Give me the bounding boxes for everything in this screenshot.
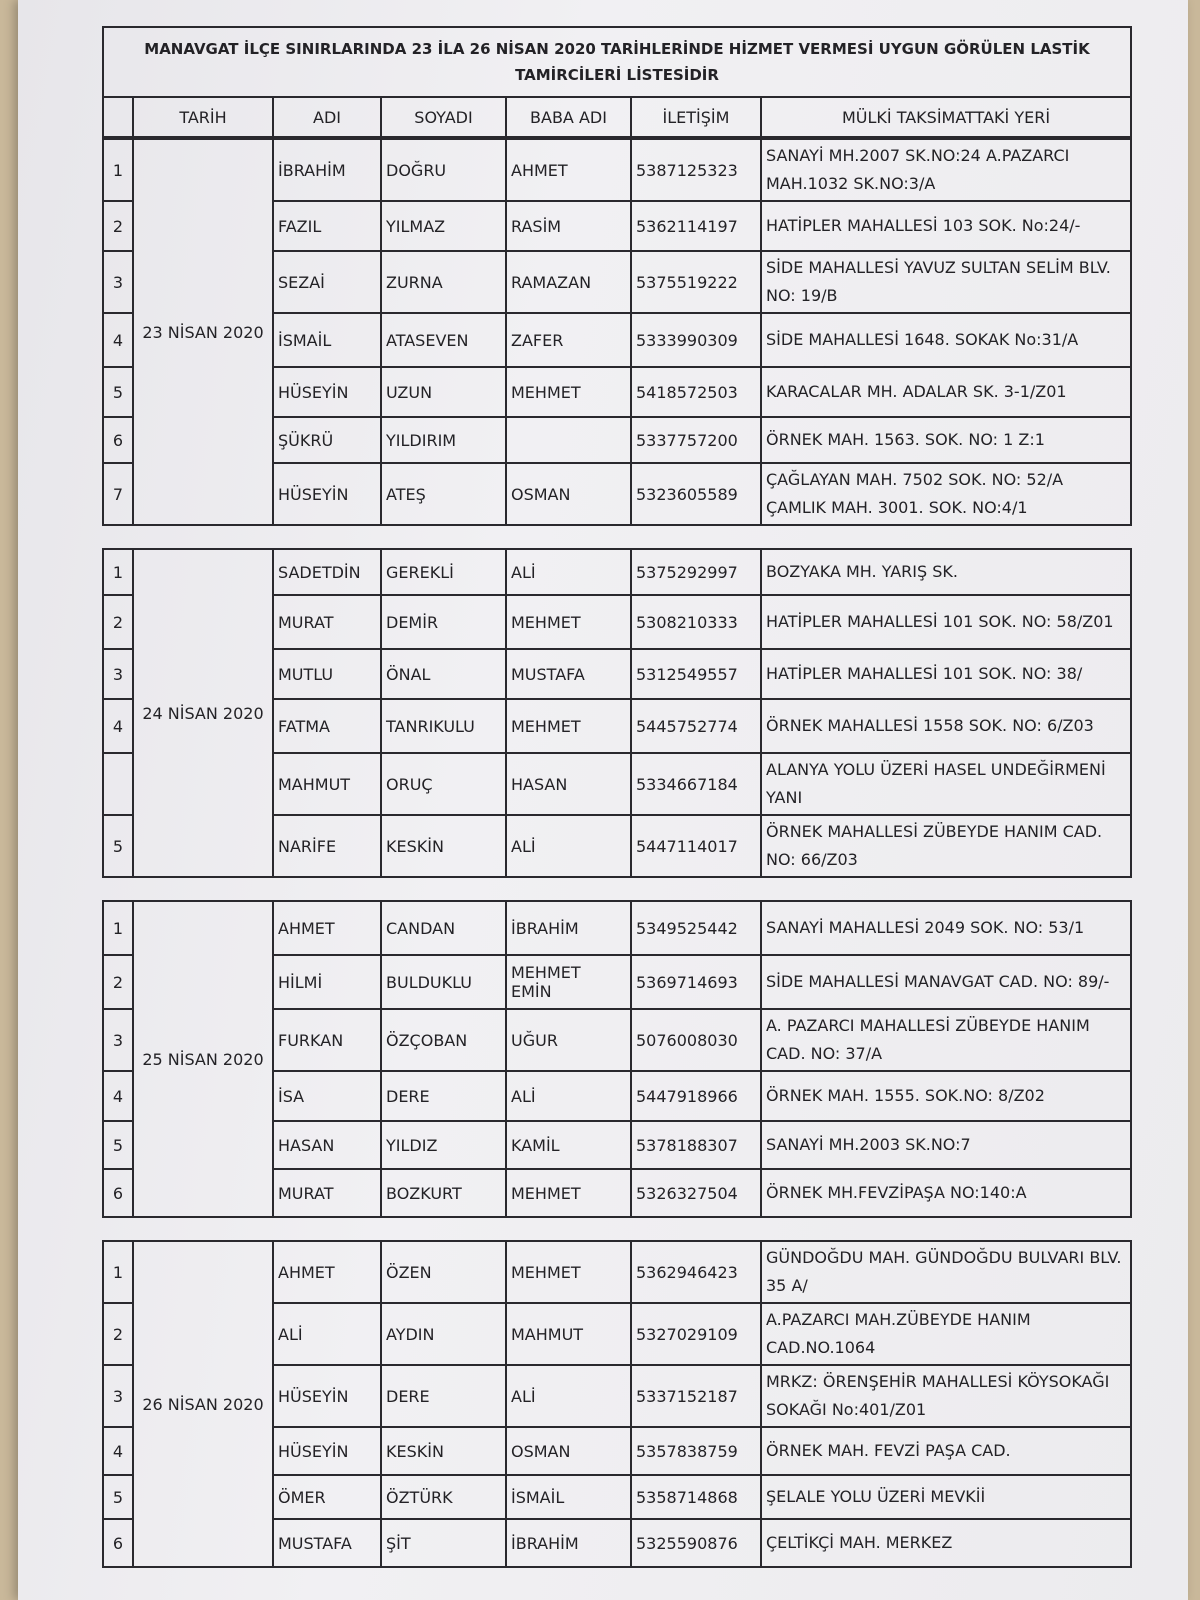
address-cell: SANAYİ MH.2003 SK.NO:7	[761, 1121, 1131, 1169]
first-name-cell: ALİ	[273, 1303, 381, 1365]
address-cell: ALANYA YOLU ÜZERİ HASEL UNDEĞİRMENİ YANI	[761, 753, 1131, 815]
paper-sheet	[18, 0, 1188, 1600]
date-group-table	[102, 138, 1132, 526]
header-address: MÜLKİ TAKSİMATTAKİ YERİ	[761, 97, 1131, 137]
father-name-cell: UĞUR	[506, 1009, 631, 1071]
address-cell: ÖRNEK MH.FEVZİPAŞA NO:140:A	[761, 1169, 1131, 1217]
phone-cell: 5387125323	[631, 139, 761, 201]
address-cell: ÇAĞLAYAN MAH. 7502 SOK. NO: 52/A ÇAMLIK MAH. 3001. SOK. NO:4/1	[761, 463, 1131, 525]
address-cell: ÖRNEK MAHALLESİ ZÜBEYDE HANIM CAD. NO: 66/Z03	[761, 815, 1131, 877]
address-cell: HATİPLER MAHALLESİ 103 SOK. No:24/-	[761, 201, 1131, 251]
phone-cell: 5362114197	[631, 201, 761, 251]
phone-cell: 5369714693	[631, 955, 761, 1009]
table-row	[103, 549, 1131, 595]
first-name-cell: HİLMİ	[273, 955, 381, 1009]
first-name-cell: İSA	[273, 1071, 381, 1121]
first-name-cell: ÖMER	[273, 1475, 381, 1519]
father-name-cell: RASİM	[506, 201, 631, 251]
father-name-cell: KAMİL	[506, 1121, 631, 1169]
last-name-cell: CANDAN	[381, 901, 506, 955]
address-cell: ÖRNEK MAH. 1555. SOK.NO: 8/Z02	[761, 1071, 1131, 1121]
row-number: 3	[103, 649, 133, 699]
table-row	[103, 1241, 1131, 1303]
header-table	[102, 26, 1132, 138]
address-cell: A. PAZARCI MAHALLESİ ZÜBEYDE HANIM CAD. NO: 37/A	[761, 1009, 1131, 1071]
row-number: 6	[103, 1519, 133, 1567]
address-cell: ŞELALE YOLU ÜZERİ MEVKİİ	[761, 1475, 1131, 1519]
last-name-cell: BOZKURT	[381, 1169, 506, 1217]
father-name-cell: AHMET	[506, 139, 631, 201]
row-number: 4	[103, 313, 133, 367]
phone-cell: 5362946423	[631, 1241, 761, 1303]
address-cell: ÖRNEK MAH. FEVZİ PAŞA CAD.	[761, 1427, 1131, 1475]
first-name-cell: FAZIL	[273, 201, 381, 251]
father-name-cell	[506, 417, 631, 463]
father-name-cell: ALİ	[506, 815, 631, 877]
first-name-cell: NARİFE	[273, 815, 381, 877]
father-name-cell: MEHMET	[506, 699, 631, 753]
last-name-cell: DERE	[381, 1365, 506, 1427]
address-cell: ÖRNEK MAHALLESİ 1558 SOK. NO: 6/Z03	[761, 699, 1131, 753]
phone-cell: 5337152187	[631, 1365, 761, 1427]
phone-cell: 5334667184	[631, 753, 761, 815]
row-number: 5	[103, 1475, 133, 1519]
address-cell: A.PAZARCI MAH.ZÜBEYDE HANIM CAD.NO.1064	[761, 1303, 1131, 1365]
father-name-cell: İSMAİL	[506, 1475, 631, 1519]
last-name-cell: ÖZEN	[381, 1241, 506, 1303]
father-name-cell: MEHMET	[506, 1169, 631, 1217]
address-cell: MRKZ: ÖRENŞEHİR MAHALLESİ KÖYSOKAĞI SOKAĞI No:401/Z01	[761, 1365, 1131, 1427]
date-group-table	[102, 548, 1132, 878]
last-name-cell: ÖNAL	[381, 649, 506, 699]
last-name-cell: YILDIZ	[381, 1121, 506, 1169]
father-name-cell: HASAN	[506, 753, 631, 815]
first-name-cell: SADETDİN	[273, 549, 381, 595]
header-no	[103, 97, 133, 137]
first-name-cell: MUTLU	[273, 649, 381, 699]
row-number: 2	[103, 595, 133, 649]
father-name-cell: MUSTAFA	[506, 649, 631, 699]
date-group-table	[102, 1240, 1132, 1568]
phone-cell: 5445752774	[631, 699, 761, 753]
phone-cell: 5358714868	[631, 1475, 761, 1519]
row-number: 6	[103, 1169, 133, 1217]
header-father-name: BABA ADI	[506, 97, 631, 137]
date-group-table	[102, 900, 1132, 1218]
father-name-cell: MAHMUT	[506, 1303, 631, 1365]
address-cell: SANAYİ MAHALLESİ 2049 SOK. NO: 53/1	[761, 901, 1131, 955]
header-contact: İLETİŞİM	[631, 97, 761, 137]
last-name-cell: DOĞRU	[381, 139, 506, 201]
father-name-cell: OSMAN	[506, 1427, 631, 1475]
father-name-cell: ALİ	[506, 1071, 631, 1121]
phone-cell: 5378188307	[631, 1121, 761, 1169]
first-name-cell: HÜSEYİN	[273, 367, 381, 417]
group-date: 23 NİSAN 2020	[133, 139, 273, 525]
date-groups	[102, 138, 1132, 1568]
row-number: 5	[103, 1121, 133, 1169]
last-name-cell: YILMAZ	[381, 201, 506, 251]
row-number: 4	[103, 1427, 133, 1475]
first-name-cell: MURAT	[273, 595, 381, 649]
last-name-cell: BULDUKLU	[381, 955, 506, 1009]
phone-cell: 5308210333	[631, 595, 761, 649]
first-name-cell: HÜSEYİN	[273, 463, 381, 525]
first-name-cell: İBRAHİM	[273, 139, 381, 201]
row-number: 3	[103, 251, 133, 313]
address-cell: ÇELTİKÇİ MAH. MERKEZ	[761, 1519, 1131, 1567]
phone-cell: 5375519222	[631, 251, 761, 313]
father-name-cell: MEHMET	[506, 595, 631, 649]
phone-cell: 5323605589	[631, 463, 761, 525]
first-name-cell: FATMA	[273, 699, 381, 753]
header-last-name: SOYADI	[381, 97, 506, 137]
address-cell: SANAYİ MH.2007 SK.NO:24 A.PAZARCI MAH.1032 SK.NO:3/A	[761, 139, 1131, 201]
father-name-cell: MEHMET	[506, 367, 631, 417]
first-name-cell: HÜSEYİN	[273, 1365, 381, 1427]
address-cell: KARACALAR MH. ADALAR SK. 3-1/Z01	[761, 367, 1131, 417]
first-name-cell: ŞÜKRÜ	[273, 417, 381, 463]
address-cell: SİDE MAHALLESİ YAVUZ SULTAN SELİM BLV. NO: 19/B	[761, 251, 1131, 313]
first-name-cell: AHMET	[273, 1241, 381, 1303]
phone-cell: 5418572503	[631, 367, 761, 417]
phone-cell: 5447114017	[631, 815, 761, 877]
document-body	[102, 26, 1132, 1568]
row-number: 1	[103, 1241, 133, 1303]
phone-cell: 5447918966	[631, 1071, 761, 1121]
father-name-cell: ALİ	[506, 1365, 631, 1427]
last-name-cell: DERE	[381, 1071, 506, 1121]
address-cell: GÜNDOĞDU MAH. GÜNDOĞDU BULVARI BLV. 35 A/	[761, 1241, 1131, 1303]
last-name-cell: KESKİN	[381, 1427, 506, 1475]
father-name-cell: RAMAZAN	[506, 251, 631, 313]
father-name-cell: OSMAN	[506, 463, 631, 525]
row-number: 4	[103, 699, 133, 753]
first-name-cell: AHMET	[273, 901, 381, 955]
last-name-cell: ŞİT	[381, 1519, 506, 1567]
address-cell: SİDE MAHALLESİ 1648. SOKAK No:31/A	[761, 313, 1131, 367]
row-number: 5	[103, 815, 133, 877]
last-name-cell: ZURNA	[381, 251, 506, 313]
row-number: 2	[103, 201, 133, 251]
last-name-cell: GEREKLİ	[381, 549, 506, 595]
address-cell: HATİPLER MAHALLESİ 101 SOK. NO: 58/Z01	[761, 595, 1131, 649]
header-first-name: ADI	[273, 97, 381, 137]
row-number: 1	[103, 139, 133, 201]
address-cell: SİDE MAHALLESİ MANAVGAT CAD. NO: 89/-	[761, 955, 1131, 1009]
column-header-row	[103, 97, 1131, 137]
row-number: 3	[103, 1009, 133, 1071]
first-name-cell: MUSTAFA	[273, 1519, 381, 1567]
last-name-cell: ÖZÇOBAN	[381, 1009, 506, 1071]
row-number: 2	[103, 1303, 133, 1365]
header-date: TARİH	[133, 97, 273, 137]
address-cell: BOZYAKA MH. YARIŞ SK.	[761, 549, 1131, 595]
first-name-cell: HASAN	[273, 1121, 381, 1169]
group-date: 24 NİSAN 2020	[133, 549, 273, 877]
table-row	[103, 139, 1131, 201]
last-name-cell: DEMİR	[381, 595, 506, 649]
row-number: 5	[103, 367, 133, 417]
phone-cell: 5327029109	[631, 1303, 761, 1365]
first-name-cell: MURAT	[273, 1169, 381, 1217]
father-name-cell: MEHMET EMİN	[506, 955, 631, 1009]
last-name-cell: ATEŞ	[381, 463, 506, 525]
phone-cell: 5326327504	[631, 1169, 761, 1217]
phone-cell: 5375292997	[631, 549, 761, 595]
phone-cell: 5325590876	[631, 1519, 761, 1567]
father-name-cell: ALİ	[506, 549, 631, 595]
table-row	[103, 901, 1131, 955]
group-date: 25 NİSAN 2020	[133, 901, 273, 1217]
row-number: 2	[103, 955, 133, 1009]
row-number	[103, 753, 133, 815]
phone-cell: 5357838759	[631, 1427, 761, 1475]
phone-cell: 5337757200	[631, 417, 761, 463]
phone-cell: 5312549557	[631, 649, 761, 699]
row-number: 1	[103, 549, 133, 595]
address-cell: HATİPLER MAHALLESİ 101 SOK. NO: 38/	[761, 649, 1131, 699]
first-name-cell: HÜSEYİN	[273, 1427, 381, 1475]
father-name-cell: MEHMET	[506, 1241, 631, 1303]
first-name-cell: SEZAİ	[273, 251, 381, 313]
last-name-cell: TANRIKULU	[381, 699, 506, 753]
row-number: 6	[103, 417, 133, 463]
last-name-cell: ATASEVEN	[381, 313, 506, 367]
document-title: MANAVGAT İLÇE SINIRLARINDA 23 İLA 26 NİSAN 2020 TARİHLERİNDE HİZMET VERMESİ UYGUN GÖRÜLEN LASTİK TAMİRCİLERİ LİSTESİDİR	[103, 27, 1131, 97]
last-name-cell: AYDIN	[381, 1303, 506, 1365]
row-number: 7	[103, 463, 133, 525]
row-number: 4	[103, 1071, 133, 1121]
last-name-cell: UZUN	[381, 367, 506, 417]
last-name-cell: KESKİN	[381, 815, 506, 877]
address-cell: ÖRNEK MAH. 1563. SOK. NO: 1 Z:1	[761, 417, 1131, 463]
last-name-cell: ÖZTÜRK	[381, 1475, 506, 1519]
phone-cell: 5349525442	[631, 901, 761, 955]
first-name-cell: MAHMUT	[273, 753, 381, 815]
father-name-cell: İBRAHİM	[506, 1519, 631, 1567]
last-name-cell: YILDIRIM	[381, 417, 506, 463]
row-number: 1	[103, 901, 133, 955]
father-name-cell: İBRAHİM	[506, 901, 631, 955]
phone-cell: 5076008030	[631, 1009, 761, 1071]
last-name-cell: ORUÇ	[381, 753, 506, 815]
phone-cell: 5333990309	[631, 313, 761, 367]
first-name-cell: İSMAİL	[273, 313, 381, 367]
group-date: 26 NİSAN 2020	[133, 1241, 273, 1567]
row-number: 3	[103, 1365, 133, 1427]
first-name-cell: FURKAN	[273, 1009, 381, 1071]
father-name-cell: ZAFER	[506, 313, 631, 367]
